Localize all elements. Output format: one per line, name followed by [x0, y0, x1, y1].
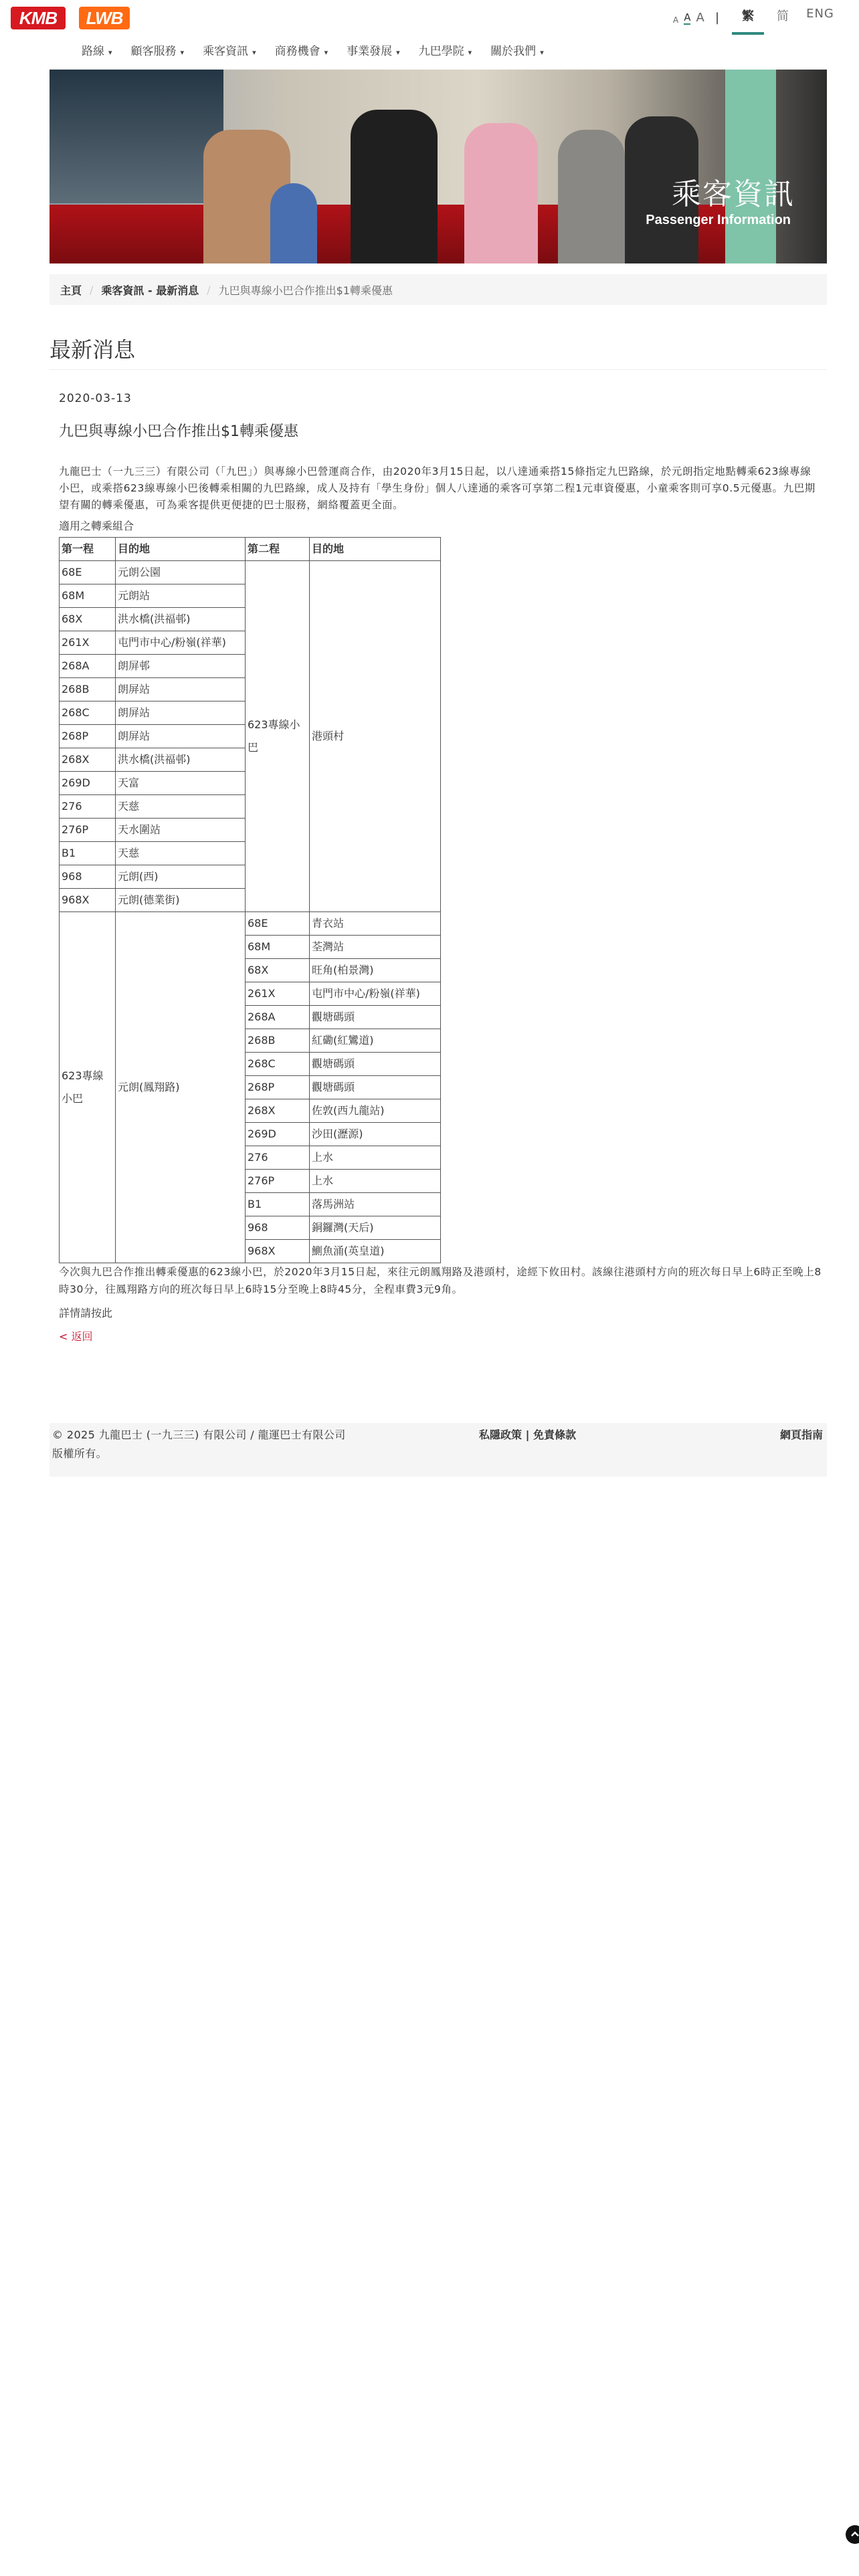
nav-business[interactable]: [266, 41, 338, 58]
route-number: 261X: [60, 631, 116, 655]
lang-english[interactable]: ENG: [806, 7, 834, 21]
route-destination: 紅磡(紅鸞道): [310, 1029, 441, 1053]
route-number: 268C: [60, 702, 116, 725]
caret-down-icon: ▾: [540, 48, 544, 57]
second-leg-route: 623專線小巴: [246, 561, 310, 912]
article-route-info: 今次與九巴合作推出轉乘優惠的623線小巴，於2020年3月15日起，來往元朗鳳翔路及港頭村，途經下攸田村。該線往港頭村方向的班次每日早上6時正至晚上8時30分，往鳳翔路方向的班次每日早上6時15分至晚上8時45分，全程車費3元9角。: [59, 1266, 822, 1295]
lang-simplified-chinese[interactable]: 简: [777, 9, 789, 23]
footer-links: [479, 1426, 576, 1444]
breadcrumb-home[interactable]: 主頁: [60, 284, 82, 297]
nav-about[interactable]: [481, 41, 553, 58]
route-number: 68X: [60, 608, 116, 631]
nav-passenger-info[interactable]: [193, 41, 266, 58]
article-intro: 九龍巴士（一九三三）有限公司（「九巴」）與專線小巴營運商合作，由2020年3月15日起，以八達通乘搭15條指定九巴路線，於元朗指定地點轉乘623線專線小巴，或乘搭623線專線小巴後轉乘相關的九巴路線，成人及持有「學生身份」個人八達通的乘客可享第二程1元車資優惠，小童乘客則可享0.5元優惠。九巴期望有關的轉乘優惠，可為乘客提供更便捷的巴士服務，網絡覆蓋更全面。: [59, 465, 816, 511]
breadcrumb-separator: /: [90, 283, 94, 296]
route-destination: 觀塘碼頭: [310, 1053, 441, 1076]
route-destination: 天水圍站: [116, 819, 246, 842]
nav-academy[interactable]: [409, 41, 482, 58]
font-size-large[interactable]: A: [696, 11, 704, 25]
route-destination: 朗屏邨: [116, 655, 246, 678]
first-leg-route: 623專線小巴: [60, 912, 116, 1263]
column-header: 第二程: [246, 538, 310, 561]
nav-label: 關於我們: [490, 45, 537, 58]
route-number: 68E: [60, 561, 116, 584]
table-header-row: [60, 538, 441, 561]
interchange-table: [59, 537, 441, 1263]
route-number: B1: [246, 1193, 310, 1216]
combo-label: 適用之轉乘組合: [59, 520, 134, 532]
route-number: 68E: [246, 912, 310, 936]
route-number: 268X: [60, 748, 116, 772]
font-size-switcher: [673, 11, 704, 25]
route-number: 68X: [246, 959, 310, 982]
first-leg-destination: 元朗(鳳翔路): [116, 912, 246, 1263]
nav-label: 乘客資訊: [203, 45, 249, 58]
disclaimer-link[interactable]: 免責條款: [533, 1428, 577, 1441]
copyright: © 2025 九龍巴士 (一九三三) 有限公司 / 龍運巴士有限公司 版權所有。: [52, 1428, 346, 1460]
chevron-up-icon: [850, 2529, 859, 2540]
kmb-logo[interactable]: KMB: [11, 7, 66, 29]
site-footer: [50, 1423, 827, 1477]
table-row: [60, 912, 441, 936]
table-row: [60, 561, 441, 584]
route-destination: 元朗(西): [116, 865, 246, 889]
block-kmb-to-minibus: [60, 561, 441, 912]
route-destination: 荃灣站: [310, 936, 441, 959]
nav-label: 路線: [82, 45, 104, 58]
banner-photo-person: [351, 110, 438, 263]
lwb-logo[interactable]: LWB: [79, 7, 130, 29]
font-size-medium[interactable]: A: [684, 11, 691, 23]
article-date: 2020-03-13: [59, 392, 132, 405]
nav-label: 九巴學院: [418, 45, 464, 58]
route-destination: 觀塘碼頭: [310, 1076, 441, 1099]
route-destination: 朗屏站: [116, 678, 246, 702]
route-number: 269D: [60, 772, 116, 795]
route-destination: 天慈: [116, 795, 246, 819]
route-number: 276P: [246, 1170, 310, 1193]
title-divider: [50, 369, 827, 370]
caret-down-icon: ▾: [324, 48, 328, 57]
route-destination: 洪水橋(洪福邨): [116, 748, 246, 772]
route-number: 268B: [246, 1029, 310, 1053]
route-destination: 元朗公園: [116, 561, 246, 584]
route-destination: 沙田(瀝源): [310, 1123, 441, 1146]
article-headline: 九巴與專線小巴合作推出$1轉乘優惠: [59, 423, 298, 440]
route-destination: 屯門市中心/粉嶺(祥華): [310, 982, 441, 1006]
route-destination: 佐敦(西九龍站): [310, 1099, 441, 1123]
nav-label: 商務機會: [274, 45, 320, 58]
route-destination: 落馬洲站: [310, 1193, 441, 1216]
caret-down-icon: ▾: [108, 48, 112, 57]
banner-photo-pillar: [725, 70, 776, 263]
route-number: 268A: [60, 655, 116, 678]
route-number: 261X: [246, 982, 310, 1006]
news-article: [59, 392, 822, 1344]
route-destination: 洪水橋(洪福邨): [116, 608, 246, 631]
nav-label: 顧客服務: [130, 45, 177, 58]
header-separator: |: [715, 11, 720, 25]
page-title: 最新消息: [50, 337, 136, 362]
site-header: [0, 0, 859, 67]
route-number: 968: [60, 865, 116, 889]
breadcrumb-separator: /: [207, 283, 211, 296]
route-destination: 青衣站: [310, 912, 441, 936]
column-header: 目的地: [116, 538, 246, 561]
caret-down-icon: ▾: [396, 48, 400, 57]
route-destination: 鰂魚涌(英皇道): [310, 1240, 441, 1263]
route-number: 968X: [60, 889, 116, 912]
nav-routes[interactable]: [72, 41, 122, 58]
route-number: 268X: [246, 1099, 310, 1123]
column-header: 第一程: [60, 538, 116, 561]
column-header: 目的地: [310, 538, 441, 561]
route-destination: 元朗站: [116, 584, 246, 608]
banner-photo-bus-window: [50, 70, 223, 203]
route-destination: 元朗(德業街): [116, 889, 246, 912]
caret-down-icon: ▾: [252, 48, 256, 57]
route-destination: 旺角(柏景灣): [310, 959, 441, 982]
banner-photo-backpack: [270, 183, 317, 263]
back-link[interactable]: < 返回: [59, 1330, 93, 1343]
route-number: 269D: [246, 1123, 310, 1146]
route-number: 276: [246, 1146, 310, 1170]
route-number: 276: [60, 795, 116, 819]
caret-down-icon: ▾: [468, 48, 472, 57]
route-number: 268P: [246, 1076, 310, 1099]
nav-label: 事業發展: [347, 45, 393, 58]
breadcrumb-current: 九巴與專線小巴合作推出$1轉乘優惠: [218, 284, 393, 297]
route-destination: 天慈: [116, 842, 246, 865]
route-number: 968X: [246, 1240, 310, 1263]
route-number: 68M: [60, 584, 116, 608]
route-destination: 觀塘碼頭: [310, 1006, 441, 1029]
block-minibus-to-kmb: [60, 912, 441, 1263]
route-number: 276P: [60, 819, 116, 842]
route-destination: 朗屏站: [116, 725, 246, 748]
route-destination: 上水: [310, 1170, 441, 1193]
caret-down-icon: ▾: [180, 48, 185, 57]
route-number: 268P: [60, 725, 116, 748]
banner-title-zh: 乘客資訊: [672, 177, 795, 211]
second-leg-destination: 港頭村: [310, 561, 441, 912]
route-destination: 屯門市中心/粉嶺(祥華): [116, 631, 246, 655]
route-number: 968: [246, 1216, 310, 1240]
back-to-top-icon[interactable]: [846, 2525, 859, 2544]
details-link[interactable]: 詳情請按此: [59, 1307, 113, 1319]
route-destination: 上水: [310, 1146, 441, 1170]
route-number: 268A: [246, 1006, 310, 1029]
route-number: 68M: [246, 936, 310, 959]
font-size-small[interactable]: A: [673, 15, 679, 25]
breadcrumb: [50, 274, 827, 305]
sitemap-link[interactable]: 網頁指南: [779, 1428, 823, 1441]
route-number: 268B: [60, 678, 116, 702]
route-destination: 銅鑼灣(天后): [310, 1216, 441, 1240]
route-number: B1: [60, 842, 116, 865]
breadcrumb-section[interactable]: 乘客資訊 - 最新消息: [101, 284, 199, 297]
hero-banner: [50, 70, 827, 263]
nav-customer-service[interactable]: [122, 41, 194, 58]
privacy-policy-link[interactable]: 私隱政策: [479, 1428, 522, 1441]
nav-career[interactable]: [337, 41, 409, 58]
main-nav: [72, 41, 553, 58]
banner-photo-person: [558, 130, 625, 263]
footer-divider: |: [525, 1428, 530, 1441]
banner-title-en: Passenger Information: [646, 213, 791, 227]
route-number: 268C: [246, 1053, 310, 1076]
route-destination: 天富: [116, 772, 246, 795]
lang-traditional-chinese[interactable]: 繁: [732, 7, 764, 35]
route-destination: 朗屏站: [116, 702, 246, 725]
banner-photo-person: [464, 123, 538, 263]
